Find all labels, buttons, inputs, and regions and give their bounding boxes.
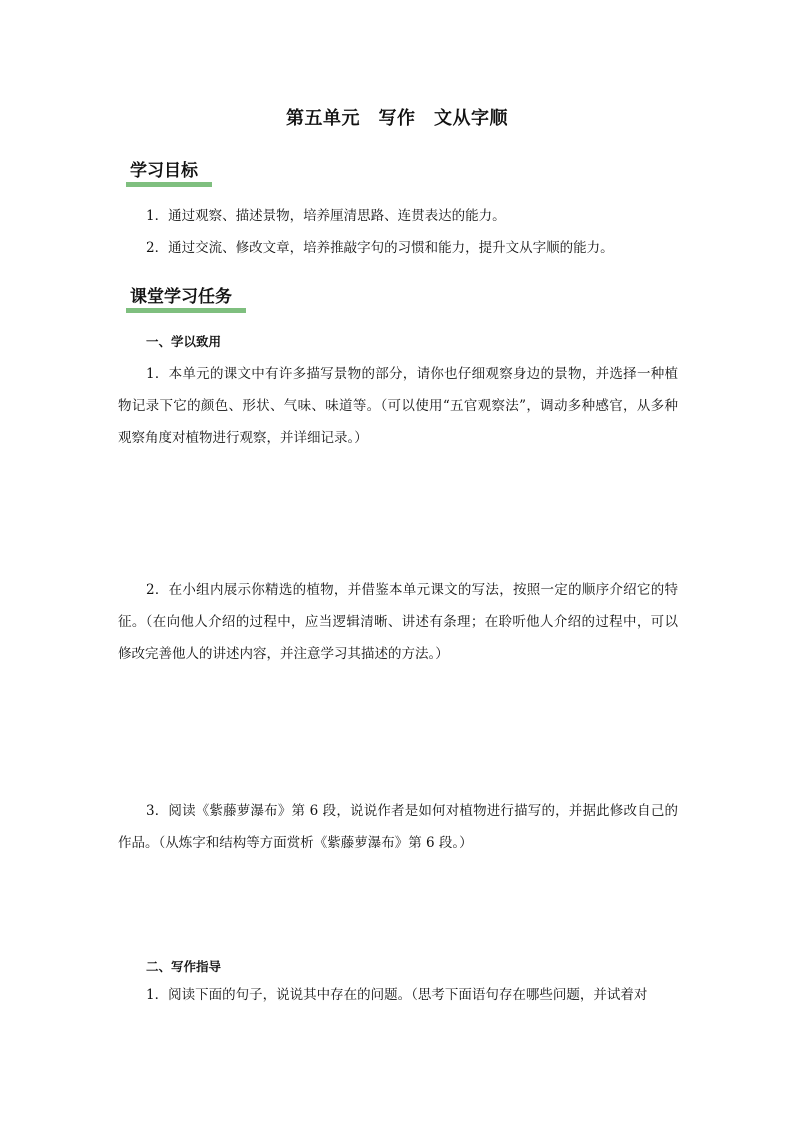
goal-item: 2．通过交流、修改文章，培养推敲字句的习惯和能力，提升文从字顺的能力。 [146, 240, 614, 256]
section-heading-learning-goals [126, 160, 212, 184]
goal-item: 1．通过观察、描述景物，培养厘清思路、连贯表达的能力。 [146, 208, 506, 224]
section-heading-label: 课堂学习任务 [130, 287, 232, 307]
task-paragraph: 1．本单元的课文中有许多描写景物的部分，请你也仔细观察身边的景物，并选择一种植物记录下它的颜色、形状、气味、味道等。（可以使用“五官观察法”，调动多种感官，从多种观察角度对植物进行观察，并详细记录。） [118, 366, 678, 446]
task-paragraph: 2．在小组内展示你精选的植物，并借鉴本单元课文的写法，按照一定的顺序介绍它的特征。（在向他人介绍的过程中，应当逻辑清晰、讲述有条理；在聆听他人介绍的过程中，可以修改完善他人的讲述内容，并注意学习其描述的方法。） [118, 582, 678, 662]
subsection-heading-apply: 一、学以致用 [146, 334, 222, 349]
heading-underline [126, 308, 246, 313]
section-heading-classroom-tasks [126, 286, 246, 310]
section-heading-label: 学习目标 [130, 161, 198, 181]
heading-underline [126, 182, 212, 187]
task-paragraph: 3．阅读《紫藤萝瀑布》第 6 段，说说作者是如何对植物进行描写的，并据此修改自己的作品。（从炼字和结构等方面赏析《紫藤萝瀑布》第 6 段。） [118, 803, 678, 851]
page-title: 第五单元 写作 文从字顺 [286, 108, 508, 129]
subsection-heading-writing-guide: 二、写作指导 [146, 959, 222, 974]
task-paragraph: 1．阅读下面的句子，说说其中存在的问题。（思考下面语句存在哪些问题，并试着对 [146, 987, 648, 1003]
